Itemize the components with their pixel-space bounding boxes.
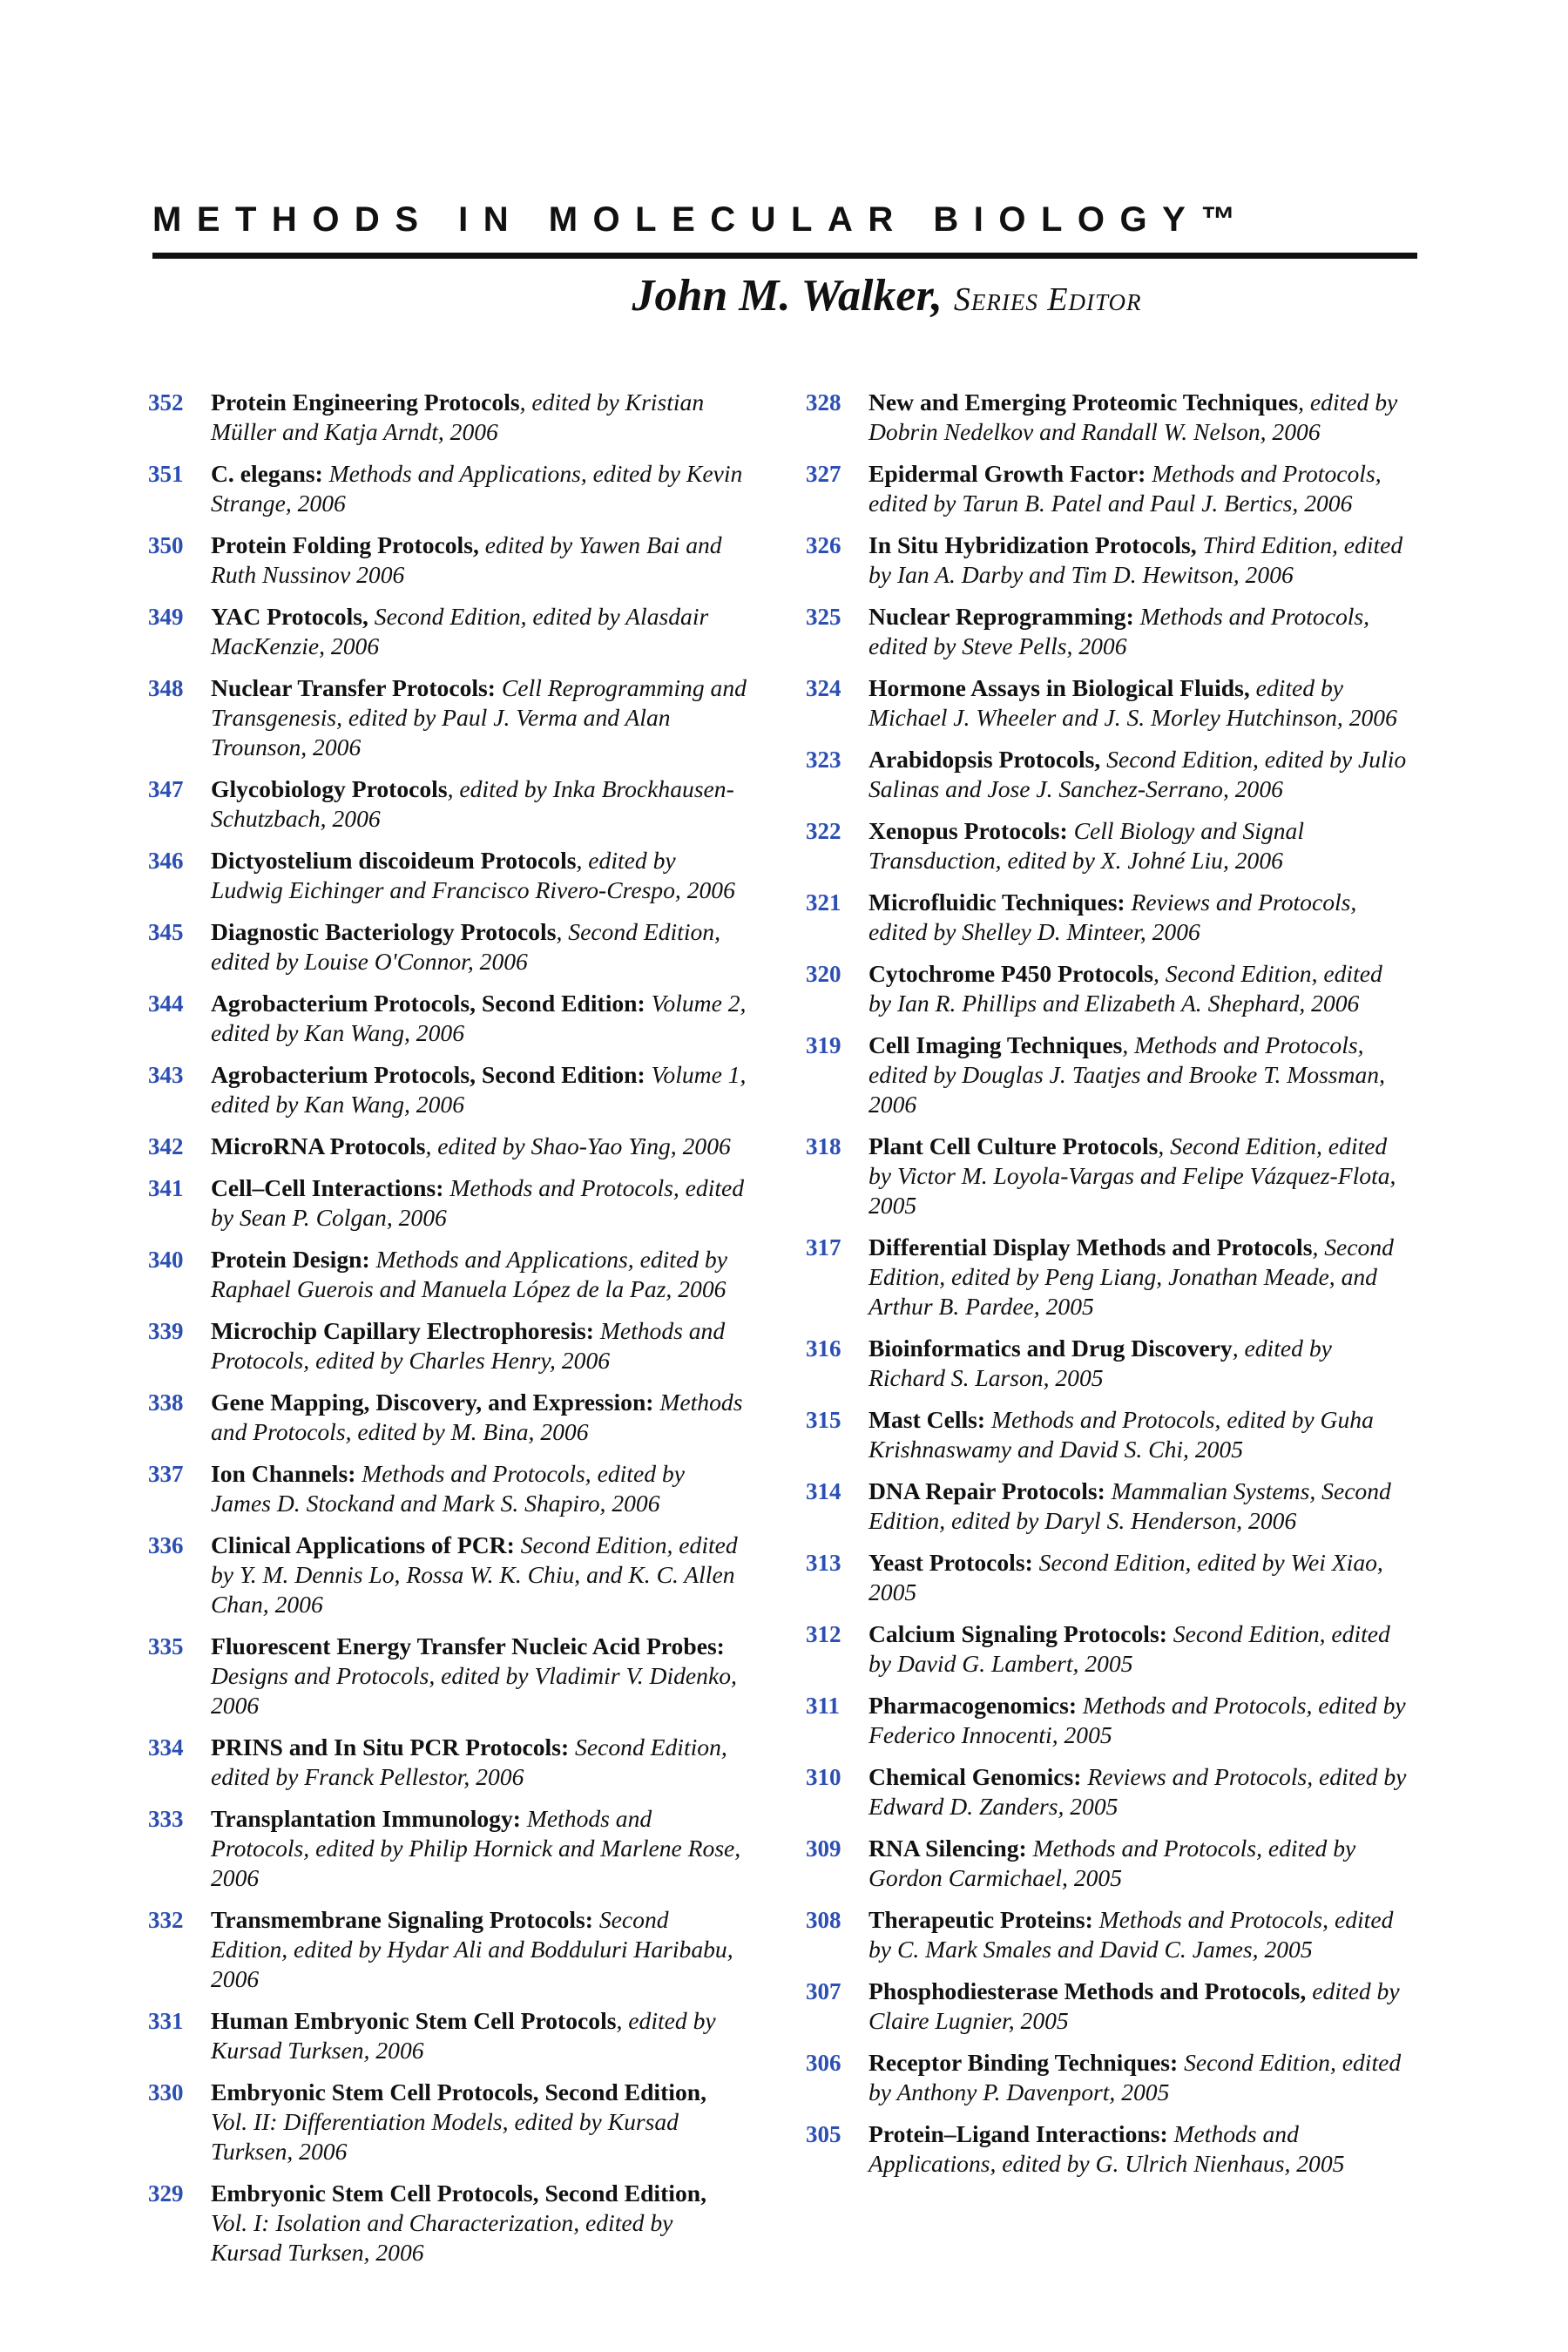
book-title: Transplantation Immunology: <box>211 1805 521 1832</box>
volume-number: 311 <box>806 1693 841 1719</box>
volume-number: 346 <box>148 848 184 874</box>
book-details: , edited by Kursad Turksen, 2006 <box>211 2007 716 2064</box>
volume-number: 341 <box>148 1175 184 1201</box>
volume-number: 322 <box>806 818 841 844</box>
book-details: , Second Edition, edited by Louise O'Connor, 2006 <box>211 918 720 975</box>
editor-name: John M. Walker, <box>632 271 943 321</box>
book-details: Cell Reprogramming and Transgenesis, edited by Paul J. Verma and Alan Trounson, 2006 <box>211 674 747 760</box>
book-details: , Methods and Protocols, edited by Douglas J. Taatjes and Brooke T. Mossman, 2006 <box>868 1031 1385 1118</box>
volume-number: 305 <box>806 2121 841 2147</box>
book-entry <box>806 2119 1407 2179</box>
book-entry <box>148 2078 749 2166</box>
book-title: Embryonic Stem Cell Protocols, Second Edition, <box>211 2078 706 2105</box>
book-details: Methods and Applications, edited by Raphael Guerois and Manuela López de la Paz, 2006 <box>211 1246 727 1302</box>
volume-number: 316 <box>806 1335 841 1362</box>
book-entry <box>806 1031 1407 1119</box>
book-details: Second Edition, edited by Y. M. Dennis Lo, Rossa W. K. Chiu, and K. C. Allen Chan, 2006 <box>211 1531 738 1618</box>
volume-number: 352 <box>148 389 184 416</box>
volume-number: 319 <box>806 1032 841 1058</box>
book-entry <box>806 1334 1407 1393</box>
book-details: Vol. I: Isolation and Characterization, edited by Kursad Turksen, 2006 <box>211 2209 673 2266</box>
book-title: Chemical Genomics: <box>868 1763 1082 1790</box>
book-title: Therapeutic Proteins: <box>868 1906 1093 1933</box>
volume-number: 310 <box>806 1764 841 1790</box>
volume-number: 328 <box>806 389 841 416</box>
right-column <box>806 388 1407 2191</box>
book-entry <box>148 1132 749 1161</box>
book-title: Arabidopsis Protocols, <box>868 746 1101 773</box>
book-details: Volume 2, edited by Kan Wang, 2006 <box>211 990 747 1046</box>
volume-number: 313 <box>806 1550 841 1576</box>
book-details: edited by Yawen Bai and Ruth Nussinov 2006 <box>211 531 722 588</box>
book-details: Methods and Protocols, edited by Tarun B. Patel and Paul J. Bertics, 2006 <box>868 460 1382 517</box>
book-entry <box>148 531 749 590</box>
book-details: , edited by Ludwig Eichinger and Francisco Rivero-Crespo, 2006 <box>211 847 735 903</box>
book-details: Cell Biology and Signal Transduction, edited by X. Johné Liu, 2006 <box>868 817 1305 874</box>
book-title: Pharmacogenomics: <box>868 1692 1078 1719</box>
book-details: Methods and Protocols, edited by Federico Innocenti, 2005 <box>868 1692 1406 1748</box>
volume-number: 348 <box>148 675 184 701</box>
book-entry <box>806 1834 1407 1893</box>
volume-number: 332 <box>148 1907 184 1933</box>
volume-number: 336 <box>148 1532 184 1558</box>
book-title: Protein Folding Protocols, <box>211 531 479 558</box>
book-entry <box>806 1905 1407 1964</box>
book-title: Diagnostic Bacteriology Protocols <box>211 918 557 945</box>
book-entry <box>148 1733 749 1792</box>
book-details: edited by Claire Lugnier, 2005 <box>868 1977 1400 2034</box>
header-rule <box>152 253 1417 259</box>
book-details: Methods and Protocols, edited by Sean P. Colgan, 2006 <box>211 1174 745 1231</box>
volume-number: 327 <box>806 461 841 487</box>
book-title: Microchip Capillary Electrophoresis: <box>211 1317 594 1344</box>
volume-number: 351 <box>148 461 184 487</box>
editor-role: Series Editor <box>953 281 1142 318</box>
book-entry <box>148 1060 749 1119</box>
book-details: Methods and Protocols, edited by M. Bina, 2006 <box>211 1389 743 1445</box>
book-entry <box>806 2048 1407 2107</box>
book-title: New and Emerging Proteomic Techniques <box>868 389 1299 416</box>
book-title: Cell Imaging Techniques <box>868 1031 1123 1058</box>
volume-number: 318 <box>806 1133 841 1159</box>
book-title: Xenopus Protocols: <box>868 817 1068 844</box>
book-title: Protein Engineering Protocols <box>211 389 520 416</box>
book-title: Transmembrane Signaling Protocols: <box>211 1906 593 1933</box>
book-details: , edited by Richard S. Larson, 2005 <box>868 1335 1332 1391</box>
volume-number: 334 <box>148 1734 184 1761</box>
volume-number: 345 <box>148 919 184 945</box>
book-entry <box>148 774 749 834</box>
book-title: Bioinformatics and Drug Discovery <box>868 1335 1233 1362</box>
book-title: RNA Silencing: <box>868 1835 1027 1862</box>
book-entry <box>148 1632 749 1720</box>
book-title: Protein–Ligand Interactions: <box>868 2120 1168 2147</box>
volume-number: 344 <box>148 990 184 1017</box>
volume-number: 350 <box>148 532 184 558</box>
book-details: Methods and Protocols, edited by Gordon Carmichael, 2005 <box>868 1835 1356 1891</box>
book-entry <box>806 1762 1407 1821</box>
book-title: Receptor Binding Techniques: <box>868 2049 1179 2076</box>
book-entry <box>806 1691 1407 1750</box>
volume-number: 333 <box>148 1806 184 1832</box>
book-details: Second Edition, edited by Franck Pellestor, 2006 <box>211 1734 727 1790</box>
book-details: Methods and Protocols, edited by Charles Henry, 2006 <box>211 1317 726 1374</box>
book-title: Nuclear Reprogramming: <box>868 603 1134 630</box>
book-details: Volume 1, edited by Kan Wang, 2006 <box>211 1061 747 1118</box>
book-title: Differential Display Methods and Protocols <box>868 1233 1313 1260</box>
book-details: , Second Edition, edited by Peng Liang, Jonathan Meade, and Arthur B. Pardee, 2005 <box>868 1233 1394 1320</box>
book-entry <box>806 1619 1407 1679</box>
book-entry <box>148 917 749 977</box>
volume-number: 343 <box>148 1062 184 1088</box>
book-title: Plant Cell Culture Protocols <box>868 1132 1159 1159</box>
volume-number: 308 <box>806 1907 841 1933</box>
book-entry <box>148 602 749 661</box>
book-title: Phosphodiesterase Methods and Protocols, <box>868 1977 1307 2004</box>
book-details: , Second Edition, edited by Victor M. Loyola-Vargas and Felipe Vázquez-Flota, 2005 <box>868 1132 1396 1219</box>
book-entry <box>148 989 749 1048</box>
book-entry <box>806 1977 1407 2036</box>
book-details: , edited by Shao-Yao Ying, 2006 <box>425 1132 731 1159</box>
book-title: Calcium Signaling Protocols: <box>868 1620 1167 1647</box>
book-details: Second Edition, edited by David G. Lambert, 2005 <box>868 1620 1390 1677</box>
volume-number: 329 <box>148 2180 184 2207</box>
volume-number: 317 <box>806 1234 841 1260</box>
book-details: Methods and Protocols, edited by Philip Hornick and Marlene Rose, 2006 <box>211 1805 741 1891</box>
book-details: Third Edition, edited by Ian A. Darby and Tim D. Hewitson, 2006 <box>868 531 1403 588</box>
series-editor <box>0 270 1568 321</box>
volume-number: 337 <box>148 1461 184 1487</box>
book-details: Second Edition, edited by Julio Salinas and Jose J. Sanchez-Serrano, 2006 <box>868 746 1407 802</box>
book-details: Methods and Protocols, edited by Steve Pells, 2006 <box>868 603 1370 659</box>
book-entry <box>806 673 1407 733</box>
book-title: Hormone Assays in Biological Fluids, <box>868 674 1250 701</box>
book-details: Second Edition, edited by Anthony P. Davenport, 2005 <box>868 2049 1402 2105</box>
book-entry <box>148 388 749 447</box>
book-entry <box>148 459 749 518</box>
book-details: Methods and Applications, edited by Kevin Strange, 2006 <box>211 460 743 517</box>
book-title: Epidermal Growth Factor: <box>868 460 1146 487</box>
book-details: Methods and Protocols, edited by C. Mark Smales and David C. James, 2005 <box>868 1906 1394 1963</box>
book-details: edited by Michael J. Wheeler and J. S. Morley Hutchinson, 2006 <box>868 674 1397 731</box>
book-title: Agrobacterium Protocols, Second Edition: <box>211 990 645 1017</box>
book-entry <box>806 745 1407 804</box>
volume-number: 306 <box>806 2050 841 2076</box>
book-title: Human Embryonic Stem Cell Protocols <box>211 2007 617 2034</box>
book-title: Fluorescent Energy Transfer Nucleic Acid Probes: <box>211 1632 725 1659</box>
volume-number: 326 <box>806 532 841 558</box>
volume-number: 325 <box>806 604 841 630</box>
book-title: Mast Cells: <box>868 1406 986 1433</box>
book-entry <box>148 1173 749 1233</box>
book-title: Cytochrome P450 Protocols <box>868 960 1153 987</box>
volume-number: 349 <box>148 604 184 630</box>
volume-number: 314 <box>806 1478 841 1504</box>
book-entry <box>806 1405 1407 1464</box>
book-entry <box>148 2179 749 2268</box>
book-entry <box>148 1245 749 1304</box>
book-entry <box>806 1233 1407 1321</box>
volume-number: 324 <box>806 675 841 701</box>
volume-number: 312 <box>806 1621 841 1647</box>
book-entry <box>148 1905 749 1994</box>
book-details: Vol. II: Differentiation Models, edited by Kursad Turksen, 2006 <box>211 2108 679 2165</box>
book-details: Second Edition, edited by Alasdair MacKenzie, 2006 <box>211 603 709 659</box>
book-title: MicroRNA Protocols <box>211 1132 426 1159</box>
volume-number: 338 <box>148 1389 184 1416</box>
volume-number: 307 <box>806 1978 841 2004</box>
book-title: Clinical Applications of PCR: <box>211 1531 515 1558</box>
book-title: PRINS and In Situ PCR Protocols: <box>211 1734 570 1761</box>
book-entry <box>806 888 1407 947</box>
book-details: Designs and Protocols, edited by Vladimir V. Didenko, 2006 <box>211 1662 737 1719</box>
book-details: , Second Edition, edited by Ian R. Phillips and Elizabeth A. Shephard, 2006 <box>868 960 1382 1017</box>
book-details: , edited by Dobrin Nedelkov and Randall W. Nelson, 2006 <box>868 389 1398 445</box>
series-title: METHODS IN MOLECULAR BIOLOGY™ <box>152 200 1251 239</box>
book-entry <box>806 602 1407 661</box>
book-title: Dictyostelium discoideum Protocols <box>211 847 577 874</box>
book-details: Methods and Protocols, edited by Guha Krishnaswamy and David S. Chi, 2005 <box>868 1406 1374 1463</box>
book-title: Embryonic Stem Cell Protocols, Second Edition, <box>211 2180 706 2207</box>
volume-number: 309 <box>806 1835 841 1862</box>
book-title: Yeast Protocols: <box>868 1549 1033 1576</box>
book-entry <box>806 1132 1407 1220</box>
book-title: Gene Mapping, Discovery, and Expression: <box>211 1389 654 1416</box>
book-details: Second Edition, edited by Hydar Ali and Bodduluri Haribabu, 2006 <box>211 1906 733 1992</box>
book-entry <box>806 1548 1407 1607</box>
volume-number: 335 <box>148 1633 184 1659</box>
volume-number: 347 <box>148 776 184 802</box>
volume-number: 331 <box>148 2008 184 2034</box>
volume-number: 321 <box>806 889 841 916</box>
book-title: C. elegans: <box>211 460 323 487</box>
book-title: Agrobacterium Protocols, Second Edition: <box>211 1061 645 1088</box>
book-entry <box>148 1388 749 1447</box>
book-title: DNA Repair Protocols: <box>868 1477 1105 1504</box>
volume-number: 340 <box>148 1247 184 1273</box>
book-entry <box>148 1459 749 1518</box>
volume-number: 315 <box>806 1407 841 1433</box>
volume-number: 330 <box>148 2079 184 2105</box>
book-entry <box>806 459 1407 518</box>
book-entry <box>148 846 749 905</box>
book-title: Glycobiology Protocols <box>211 775 448 802</box>
book-title: Cell–Cell Interactions: <box>211 1174 444 1201</box>
left-column <box>148 388 749 2280</box>
book-entry <box>148 1316 749 1375</box>
volume-number: 323 <box>806 747 841 773</box>
book-details: , edited by Inka Brockhausen-Schutzbach, 2006 <box>211 775 734 832</box>
book-entry <box>806 816 1407 875</box>
book-details: Second Edition, edited by Wei Xiao, 2005 <box>868 1549 1383 1605</box>
volume-number: 320 <box>806 961 841 987</box>
book-entry <box>806 1477 1407 1536</box>
book-title: Protein Design: <box>211 1246 370 1273</box>
book-details: , edited by Kristian Müller and Katja Arndt, 2006 <box>211 389 705 445</box>
book-entry <box>806 388 1407 447</box>
volume-number: 342 <box>148 1133 184 1159</box>
book-entry <box>148 1804 749 1893</box>
book-details: Reviews and Protocols, edited by Edward D. Zanders, 2005 <box>868 1763 1407 1820</box>
book-entry <box>148 1531 749 1619</box>
book-title: YAC Protocols, <box>211 603 368 630</box>
book-details: Methods and Protocols, edited by James D. Stockand and Mark S. Shapiro, 2006 <box>211 1460 685 1517</box>
book-title: In Situ Hybridization Protocols, <box>868 531 1197 558</box>
book-title: Nuclear Transfer Protocols: <box>211 674 496 701</box>
book-details: Mammalian Systems, Second Edition, edited by Daryl S. Henderson, 2006 <box>868 1477 1391 1534</box>
book-entry <box>806 959 1407 1018</box>
book-entry <box>148 2006 749 2065</box>
book-details: Reviews and Protocols, edited by Shelley D. Minteer, 2006 <box>868 889 1357 945</box>
book-title: Microfluidic Techniques: <box>868 889 1125 916</box>
book-entry <box>148 673 749 762</box>
book-entry <box>806 531 1407 590</box>
book-title: Ion Channels: <box>211 1460 356 1487</box>
book-details: Methods and Applications, edited by G. Ulrich Nienhaus, 2005 <box>868 2120 1345 2177</box>
volume-number: 339 <box>148 1318 184 1344</box>
